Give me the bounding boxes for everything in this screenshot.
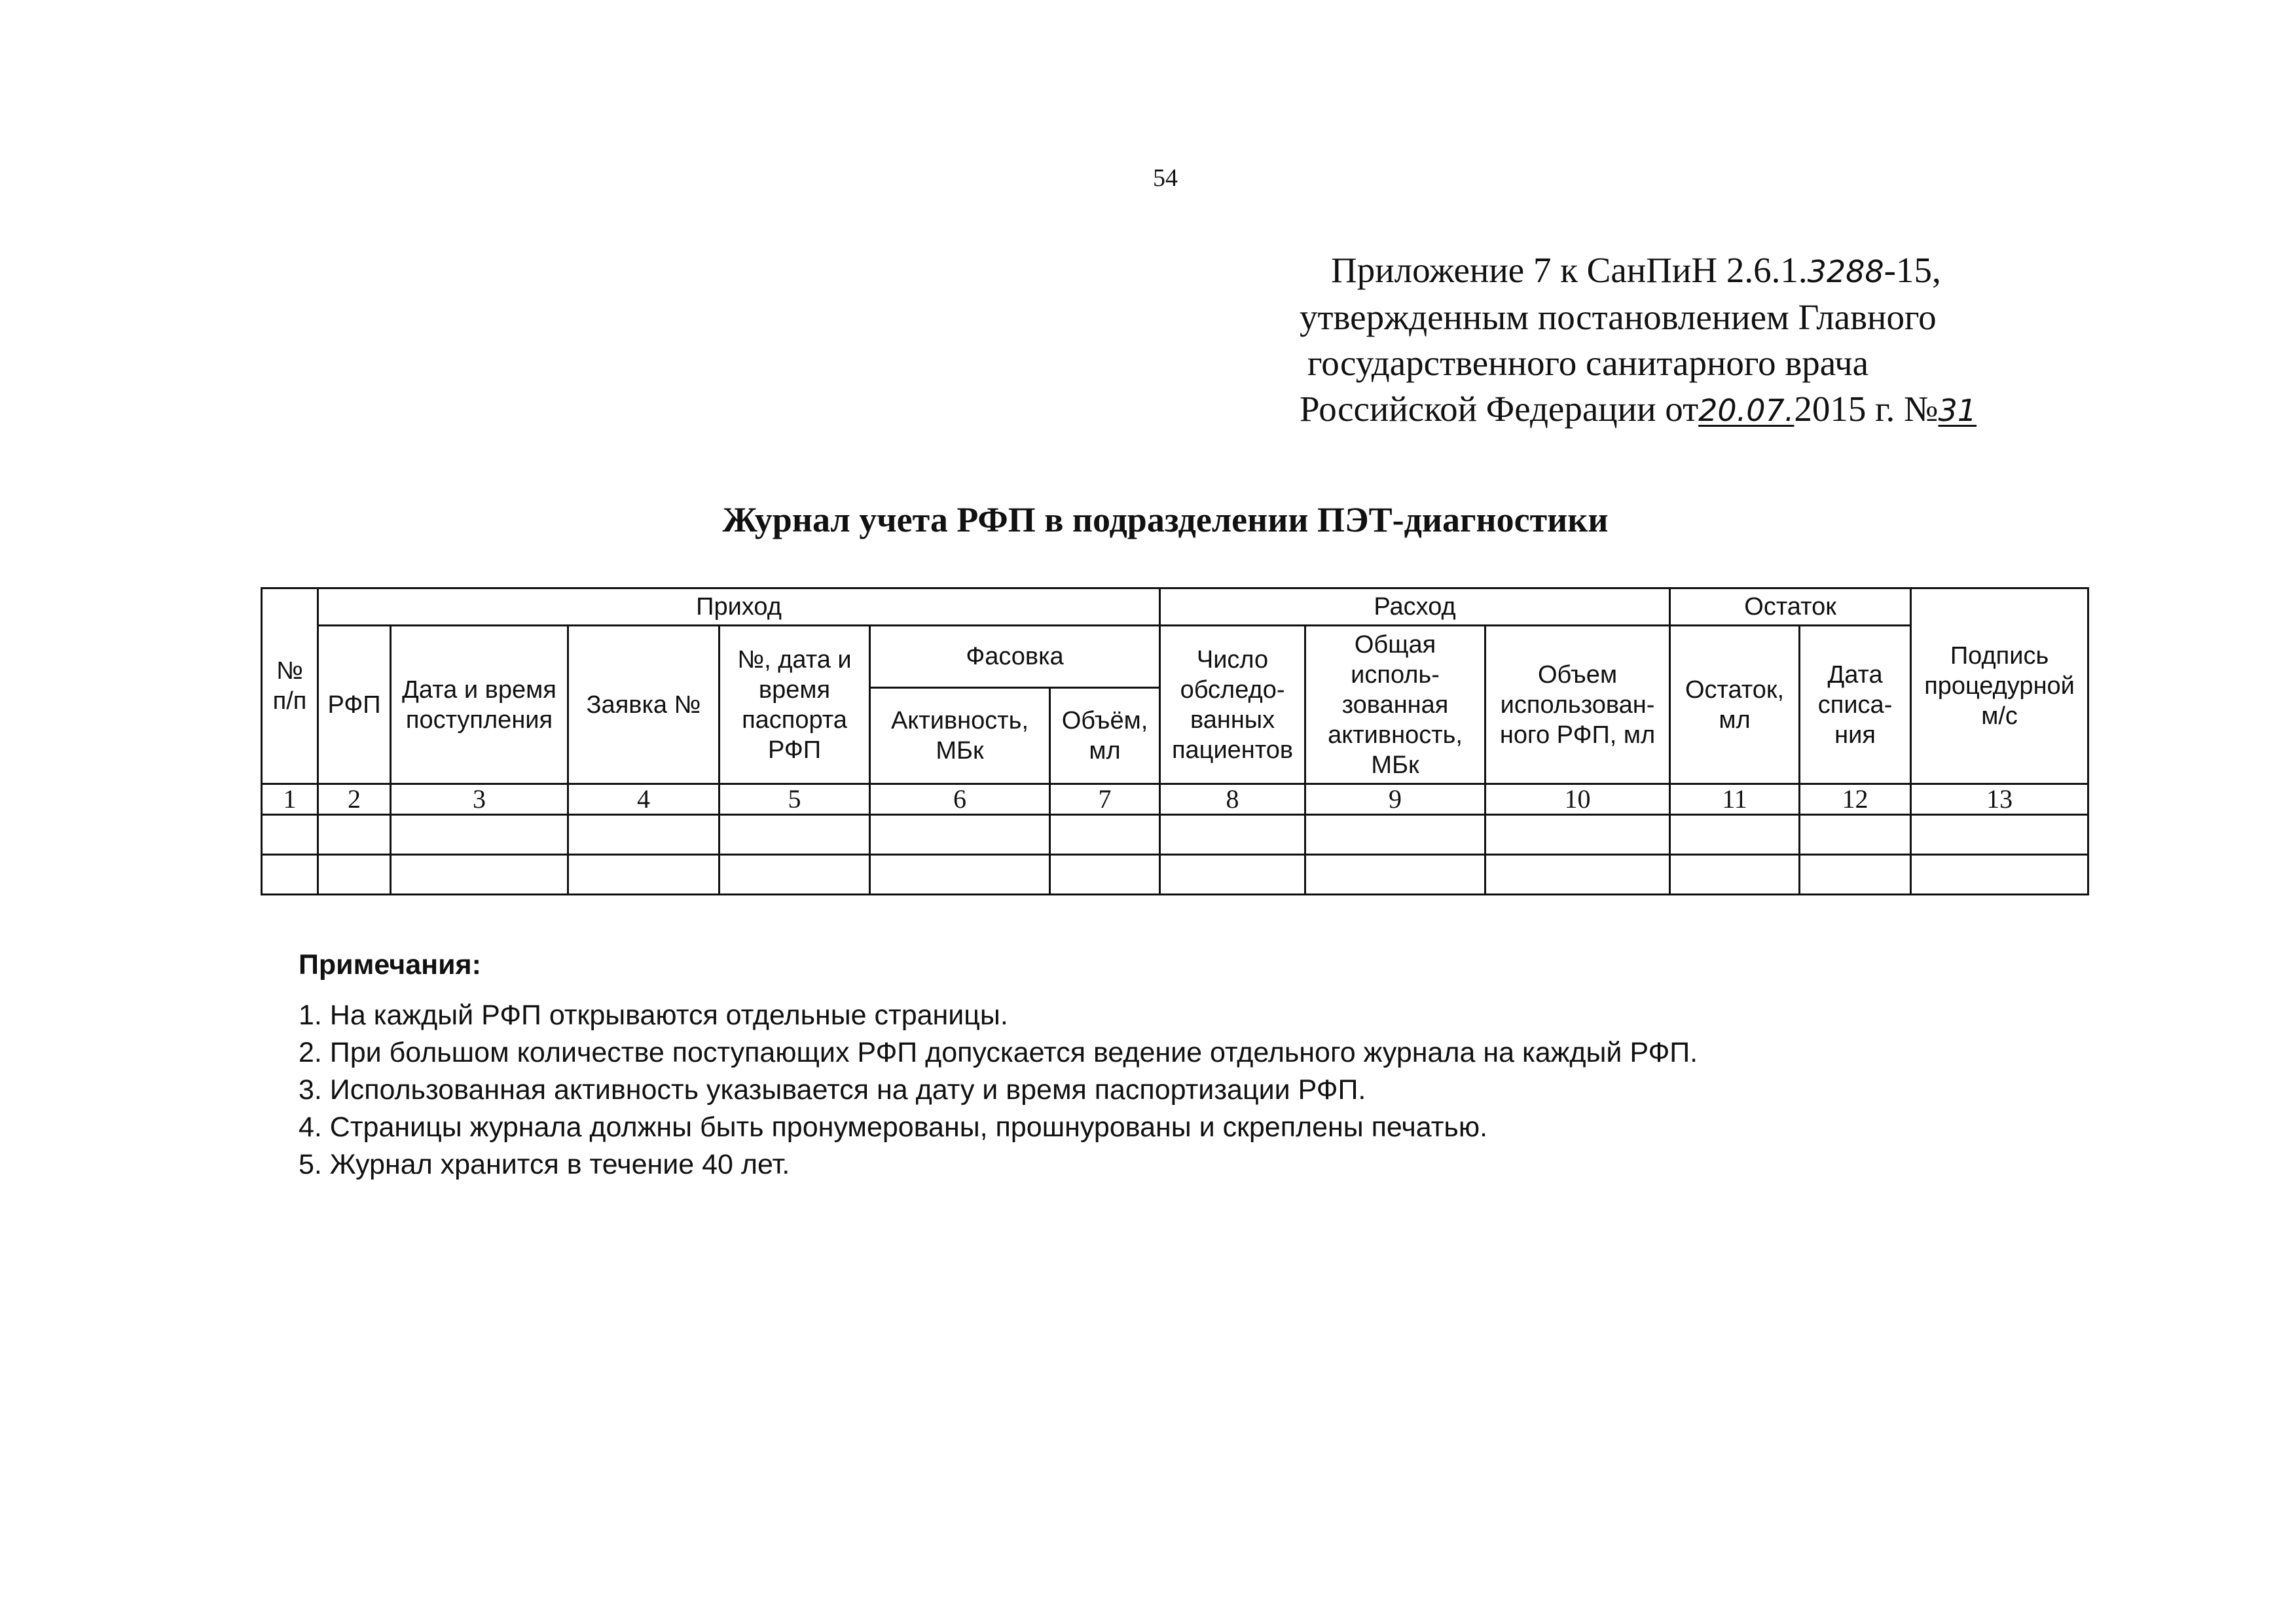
- note-item: 1. На каждый РФП открываются отдельные страницы.: [299, 1000, 1008, 1031]
- empty-cell[interactable]: [262, 855, 318, 895]
- header-date-time: Дата и время поступления: [391, 626, 568, 784]
- empty-cell[interactable]: [318, 815, 391, 855]
- header-num: № п/п: [262, 588, 318, 784]
- column-number: 5: [720, 784, 870, 815]
- header-row-1: [262, 588, 2088, 626]
- journal-title: Журнал учета РФП в подразделении ПЭТ-диагностики: [722, 500, 1609, 539]
- journal-table: [261, 587, 2089, 895]
- header-passport: №, дата и время паспорта РФП: [720, 626, 870, 784]
- approval-year-number: 2015 г. №: [1794, 389, 1939, 429]
- empty-cell[interactable]: [1911, 815, 2088, 855]
- column-number: 6: [870, 784, 1050, 815]
- column-number: 11: [1670, 784, 1800, 815]
- empty-cell[interactable]: [262, 815, 318, 855]
- column-number: 8: [1160, 784, 1305, 815]
- column-number: 7: [1050, 784, 1160, 815]
- empty-cell[interactable]: [1160, 815, 1305, 855]
- column-number: 13: [1911, 784, 2088, 815]
- header-used-volume: Объем использован-ного РФП, мл: [1485, 626, 1670, 784]
- header-rashod: Расход: [1160, 588, 1670, 626]
- column-number: 10: [1485, 784, 1670, 815]
- page-number: 54: [1153, 164, 1178, 192]
- blank-row: [262, 815, 2088, 855]
- column-number: 4: [568, 784, 720, 815]
- note-item: 5. Журнал хранится в течение 40 лет.: [299, 1149, 790, 1180]
- header-zayavka: Заявка №: [568, 626, 720, 784]
- header-remainder: Остаток, мл: [1670, 626, 1800, 784]
- handwritten-date: 20.07.: [1698, 393, 1795, 428]
- approval-prefix: Приложение 7 к СанПиН 2.6.1.: [1331, 250, 1808, 290]
- column-number: 3: [391, 784, 568, 815]
- empty-cell[interactable]: [1800, 855, 1911, 895]
- note-item: 4. Страницы журнала должны быть пронумерованы, прошнурованы и скреплены печатью.: [299, 1111, 1488, 1143]
- column-number-row: [262, 784, 2088, 815]
- empty-cell[interactable]: [1050, 815, 1160, 855]
- header-rfp: РФП: [318, 626, 391, 784]
- empty-cell[interactable]: [1911, 855, 2088, 895]
- notes-section: [299, 946, 1698, 1183]
- empty-cell[interactable]: [391, 855, 568, 895]
- empty-cell[interactable]: [1305, 855, 1485, 895]
- header-writeoff-date: Дата списа-ния: [1800, 626, 1911, 784]
- handwritten-sanpin-number: 3288: [1807, 254, 1884, 289]
- empty-cell[interactable]: [1160, 855, 1305, 895]
- notes-title: Примечания:: [299, 949, 481, 981]
- header-prihod: Приход: [318, 588, 1160, 626]
- header-total-activity: Общая исполь-зованная активность, МБк: [1305, 626, 1485, 784]
- column-number: 12: [1800, 784, 1911, 815]
- approval-block: [1300, 247, 2072, 433]
- empty-cell[interactable]: [1485, 855, 1670, 895]
- notes-list: [299, 997, 1698, 1183]
- approval-suffix: -15,: [1884, 250, 1941, 290]
- approval-line-4: [1300, 386, 2072, 433]
- empty-cell[interactable]: [1305, 815, 1485, 855]
- empty-cell[interactable]: [1670, 815, 1800, 855]
- column-number: 2: [318, 784, 391, 815]
- header-activity: Активность, МБк: [870, 688, 1050, 784]
- approval-line-3: государственного санитарного врача: [1307, 343, 1869, 383]
- empty-cell[interactable]: [1670, 855, 1800, 895]
- header-patients: Число обследо-ванных пациентов: [1160, 626, 1305, 784]
- empty-cell[interactable]: [720, 815, 870, 855]
- empty-cell[interactable]: [568, 815, 720, 855]
- header-fasovka: Фасовка: [870, 626, 1160, 688]
- empty-cell[interactable]: [870, 815, 1050, 855]
- header-row-2: [262, 626, 2088, 688]
- empty-cell[interactable]: [720, 855, 870, 895]
- approval-federation: Российской Федерации от: [1300, 389, 1699, 429]
- handwritten-order-number: 31: [1938, 393, 1977, 428]
- approval-line-2: утвержденным постановлением Главного: [1300, 297, 1937, 337]
- empty-cell[interactable]: [391, 815, 568, 855]
- header-signature: Подпись процедурной м/с: [1911, 588, 2088, 784]
- empty-cell[interactable]: [318, 855, 391, 895]
- blank-row: [262, 855, 2088, 895]
- empty-cell[interactable]: [1485, 815, 1670, 855]
- note-item: 2. При большом количестве поступающих РФП допускается ведение отдельного журнала на каждый РФП.: [299, 1037, 1698, 1068]
- empty-cell[interactable]: [870, 855, 1050, 895]
- header-ostatok-group: Остаток: [1670, 588, 1911, 626]
- empty-cell[interactable]: [1800, 815, 1911, 855]
- column-number: 1: [262, 784, 318, 815]
- empty-cell[interactable]: [1050, 855, 1160, 895]
- column-number: 9: [1305, 784, 1485, 815]
- note-item: 3. Использованная активность указывается на дату и время паспортизации РФП.: [299, 1074, 1366, 1106]
- approval-line-1: [1300, 247, 2072, 295]
- empty-cell[interactable]: [568, 855, 720, 895]
- header-volume: Объём, мл: [1050, 688, 1160, 784]
